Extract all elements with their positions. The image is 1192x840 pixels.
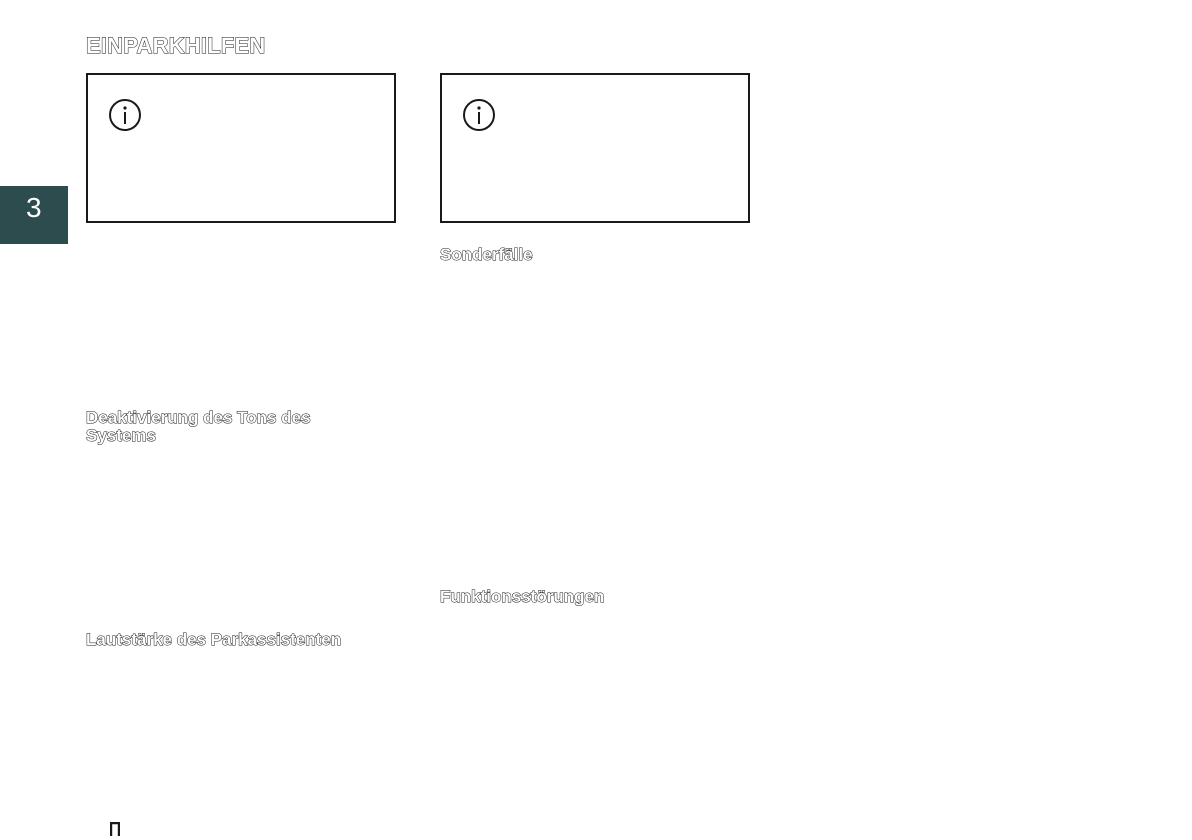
chapter-tab xyxy=(0,186,68,244)
info-note-box-right xyxy=(440,73,750,223)
info-icon xyxy=(462,98,496,132)
heading-sonderfaelle: Sonderfälle xyxy=(440,245,533,264)
heading-deaktivierung: Deaktivierung des Tons des Systems xyxy=(86,408,311,445)
heading-lautstaerke: Lautstärke des Parkassistenten xyxy=(86,630,342,649)
info-note-box-left xyxy=(86,73,396,223)
chapter-number: 3 xyxy=(26,192,42,223)
footer-mark-icon xyxy=(110,822,120,836)
page-title: EINPARKHILFEN xyxy=(86,33,266,58)
heading-funktionsstoerungen: Funktionsstörungen xyxy=(440,587,605,606)
info-icon xyxy=(108,98,142,132)
